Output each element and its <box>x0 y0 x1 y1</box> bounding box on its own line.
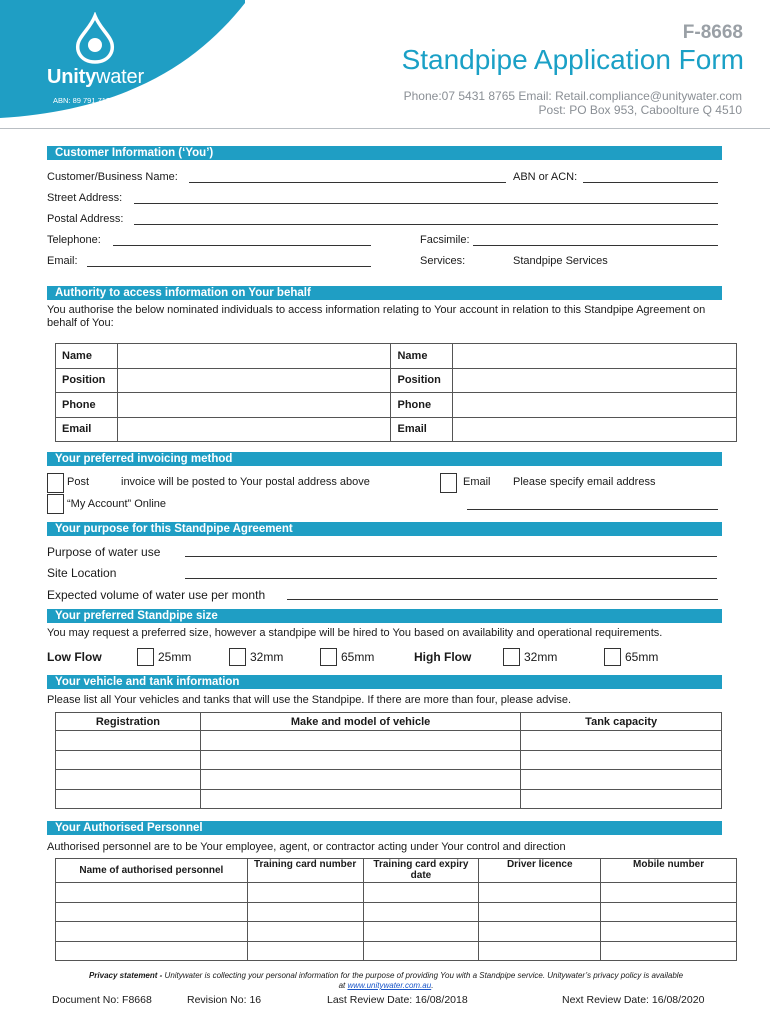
training-card-cell[interactable] <box>247 902 363 922</box>
table-row <box>56 344 737 369</box>
high-flow-32mm-checkbox[interactable] <box>503 648 520 666</box>
section-authorised-personnel: Your Authorised Personnel <box>47 821 722 835</box>
water-use-field[interactable] <box>185 556 717 557</box>
contact-post: Post: PO Box 953, Caboolture Q 4510 <box>538 103 742 117</box>
column-header: Tank capacity <box>521 713 722 731</box>
table-row <box>56 883 737 903</box>
site-location-field[interactable] <box>185 578 717 579</box>
driver-licence-cell[interactable] <box>479 883 601 903</box>
privacy-text: Unitywater is collecting your personal information for the purpose of providing You with a Standpipe service. Unitywater’s privacy policy is available <box>162 971 684 980</box>
low-flow-32mm-checkbox[interactable] <box>229 648 246 666</box>
abn-acn-field[interactable] <box>583 182 718 183</box>
personnel-intro: Authorised personnel are to be Your employee, agent, or contractor acting under Your control and direction <box>47 841 566 853</box>
authority-2-position-cell[interactable] <box>453 368 737 393</box>
page-title: Standpipe Application Form <box>401 44 744 75</box>
abn-acn-label: ABN or ACN: <box>513 171 578 183</box>
low-flow-label: Low Flow <box>47 650 102 664</box>
table-header-row <box>56 713 722 731</box>
authority-1-name-cell[interactable] <box>117 344 391 369</box>
email-field[interactable] <box>87 266 371 267</box>
site-location-label: Site Location <box>47 566 117 580</box>
driver-licence-cell[interactable] <box>479 941 601 961</box>
table-row <box>56 922 737 942</box>
personnel-name-cell[interactable] <box>56 941 248 961</box>
tank-capacity-cell[interactable] <box>521 750 722 770</box>
section-standpipe-size: Your preferred Standpipe size <box>47 609 722 623</box>
facsimile-label: Facsimile: <box>420 234 470 246</box>
low-flow-25mm-checkbox[interactable] <box>137 648 154 666</box>
services-label: Services: <box>420 255 466 267</box>
row-label: Phone <box>56 393 118 418</box>
row-label: Email <box>56 417 118 442</box>
training-expiry-cell[interactable] <box>363 922 479 942</box>
personnel-name-cell[interactable] <box>56 922 248 942</box>
section-purpose: Your purpose for this Standpipe Agreement <box>47 522 722 536</box>
mobile-number-cell[interactable] <box>601 902 737 922</box>
section-authority: Authority to access information on Your behalf <box>47 286 722 300</box>
registration-cell[interactable] <box>56 789 201 809</box>
driver-licence-cell[interactable] <box>479 922 601 942</box>
personnel-name-cell[interactable] <box>56 883 248 903</box>
table-row <box>56 770 722 790</box>
section-invoicing: Your preferred invoicing method <box>47 452 722 466</box>
make-model-cell[interactable] <box>200 731 520 751</box>
column-header: Driver licence <box>479 859 601 883</box>
table-row <box>56 902 737 922</box>
facsimile-field[interactable] <box>473 245 718 246</box>
column-header: Make and model of vehicle <box>200 713 520 731</box>
privacy-statement <box>50 971 722 980</box>
services-value: Standpipe Services <box>513 255 608 267</box>
telephone-field[interactable] <box>113 245 371 246</box>
next-review-date: Next Review Date: 16/08/2020 <box>562 994 705 1006</box>
high-flow-65mm-checkbox[interactable] <box>604 648 621 666</box>
logo-wordmark: Unitywater <box>47 66 144 88</box>
table-row <box>56 393 737 418</box>
my-account-option-label: “My Account” Online <box>67 498 167 510</box>
revision-number: Revision No: 16 <box>187 994 262 1006</box>
low-flow-65mm-checkbox[interactable] <box>320 648 337 666</box>
authority-table <box>55 343 737 442</box>
privacy-link[interactable]: www.unitywater.com.au <box>347 981 432 990</box>
authority-1-phone-cell[interactable] <box>117 393 391 418</box>
table-row <box>56 750 722 770</box>
registration-cell[interactable] <box>56 770 201 790</box>
my-account-checkbox[interactable] <box>47 494 64 514</box>
column-header: Name of authorised personnel <box>56 859 248 883</box>
email-label: Email: <box>47 255 78 267</box>
high-flow-65mm-label: 65mm <box>625 650 659 664</box>
make-model-cell[interactable] <box>200 750 520 770</box>
make-model-cell[interactable] <box>200 770 520 790</box>
vehicle-table <box>55 712 722 809</box>
table-row <box>56 731 722 751</box>
personnel-table <box>55 858 737 961</box>
telephone-label: Telephone: <box>47 234 101 246</box>
training-card-cell[interactable] <box>247 922 363 942</box>
water-use-label: Purpose of water use <box>47 545 161 559</box>
form-number: F-8668 <box>682 22 743 43</box>
authority-1-position-cell[interactable] <box>117 368 391 393</box>
row-label: Position <box>391 368 453 393</box>
company-abn: ABN: 89 791 717 472 <box>53 96 125 105</box>
authority-2-name-cell[interactable] <box>453 344 737 369</box>
low-flow-32mm-label: 32mm <box>250 650 284 664</box>
vehicles-intro: Please list all Your vehicles and tanks that will use the Standpipe. If there are more than four, please advise. <box>47 694 572 706</box>
authority-intro: You authorise the below nominated individuals to access information relating to Your account in relation to this Standpipe Agreement on behalf of You: <box>47 304 706 329</box>
row-label: Name <box>56 344 118 369</box>
training-card-cell[interactable] <box>247 883 363 903</box>
section-customer-information: Customer Information (‘You’) <box>47 146 722 160</box>
document-number: Document No: F8668 <box>52 994 152 1006</box>
email-option-description: Please specify email address <box>513 476 656 488</box>
row-label: Phone <box>391 393 453 418</box>
high-flow-label: High Flow <box>414 650 472 664</box>
mobile-number-cell[interactable] <box>601 922 737 942</box>
privacy-statement-line2: at www.unitywater.com.au. <box>338 981 434 990</box>
training-card-cell[interactable] <box>247 941 363 961</box>
low-flow-25mm-label: 25mm <box>158 650 192 664</box>
low-flow-65mm-label: 65mm <box>341 650 375 664</box>
table-row <box>56 417 737 442</box>
table-header-row <box>56 859 737 883</box>
privacy-heading: Privacy statement - <box>88 971 163 980</box>
business-name-field[interactable] <box>189 182 506 183</box>
column-header: Training card expiry date <box>363 859 479 883</box>
invoice-email-field[interactable] <box>467 509 718 510</box>
tank-capacity-cell[interactable] <box>521 770 722 790</box>
registration-cell[interactable] <box>56 750 201 770</box>
postal-address-field[interactable] <box>134 224 718 225</box>
column-header: Registration <box>56 713 201 731</box>
size-intro: You may request a preferred size, however a standpipe will be hired to You based on availability and operational requirements. <box>47 627 663 639</box>
high-flow-32mm-label: 32mm <box>524 650 558 664</box>
post-option-description: invoice will be posted to Your postal address above <box>121 476 370 488</box>
column-header: Mobile number <box>601 859 737 883</box>
post-checkbox[interactable] <box>47 473 64 493</box>
street-address-field[interactable] <box>134 203 718 204</box>
volume-field[interactable] <box>287 599 718 600</box>
mobile-number-cell[interactable] <box>601 883 737 903</box>
mobile-number-cell[interactable] <box>601 941 737 961</box>
personnel-name-cell[interactable] <box>56 902 248 922</box>
tank-capacity-cell[interactable] <box>521 731 722 751</box>
training-expiry-cell[interactable] <box>363 941 479 961</box>
training-expiry-cell[interactable] <box>363 883 479 903</box>
row-label: Email <box>391 417 453 442</box>
authority-2-email-cell[interactable] <box>453 417 737 442</box>
brand-banner <box>0 0 250 125</box>
email-option-label: Email <box>463 476 491 488</box>
tank-capacity-cell[interactable] <box>521 789 722 809</box>
street-address-label: Street Address: <box>47 192 123 204</box>
driver-licence-cell[interactable] <box>479 902 601 922</box>
authority-1-email-cell[interactable] <box>117 417 391 442</box>
post-option-label: Post <box>67 476 90 488</box>
header-divider <box>0 128 770 129</box>
contact-phone-email: Phone:07 5431 8765 Email: Retail.compliance@unitywater.com <box>403 89 742 103</box>
last-review-date: Last Review Date: 16/08/2018 <box>327 994 468 1006</box>
row-label: Position <box>56 368 118 393</box>
postal-address-label: Postal Address: <box>47 213 124 225</box>
volume-label: Expected volume of water use per month <box>47 588 266 602</box>
table-row <box>56 941 737 961</box>
training-expiry-cell[interactable] <box>363 902 479 922</box>
authority-2-phone-cell[interactable] <box>453 393 737 418</box>
make-model-cell[interactable] <box>200 789 520 809</box>
email-checkbox[interactable] <box>440 473 457 493</box>
column-header: Training card number <box>247 859 363 883</box>
row-label: Name <box>391 344 453 369</box>
table-row <box>56 789 722 809</box>
registration-cell[interactable] <box>56 731 201 751</box>
section-vehicles: Your vehicle and tank information <box>47 675 722 689</box>
table-row <box>56 368 737 393</box>
business-name-label: Customer/Business Name: <box>47 171 178 183</box>
water-drop-logo-icon <box>66 12 124 68</box>
